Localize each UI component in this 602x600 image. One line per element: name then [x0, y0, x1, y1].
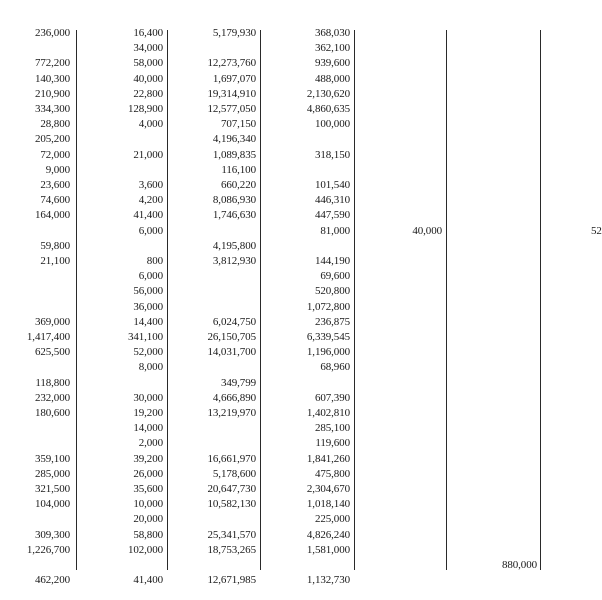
table-cell: 13,219,970: [207, 407, 256, 419]
table-cell: 520,800: [314, 285, 350, 298]
column-rule: [540, 30, 541, 570]
table-cell: 6,000: [138, 270, 163, 283]
table-cell: 10,000: [133, 498, 163, 511]
table-cell: 1,089,835: [212, 148, 256, 161]
table-cell: 2,000: [138, 437, 163, 450]
table-cell: 1,841,260: [306, 452, 350, 465]
table-cell: 144,190: [314, 255, 350, 267]
table-cell: 707,150: [220, 118, 256, 131]
table-cell: 52: [591, 224, 602, 237]
table-cell: 4,666,890: [212, 391, 256, 404]
table-cell: 52,000: [133, 346, 163, 359]
table-cell: 4,826,240: [306, 528, 350, 541]
table-cell: 101,540: [314, 179, 350, 191]
table-cell: 1,132,730: [306, 574, 350, 587]
table-cell: 25,341,570: [207, 528, 256, 541]
table-cell: 488,000: [314, 72, 350, 85]
table-cell: 119,600: [315, 437, 350, 450]
table-cell: 21,000: [133, 148, 163, 161]
table-cell: 4,196,340: [212, 133, 256, 146]
table-cell: 8,000: [138, 361, 163, 374]
table-cell: 236,875: [314, 315, 350, 328]
table-cell: 20,000: [133, 513, 163, 526]
table-cell: 1,581,000: [306, 543, 350, 556]
table-cell: 309,300: [34, 528, 70, 541]
table-cell: 81,000: [320, 224, 350, 237]
table-cell: 1,072,800: [306, 300, 350, 313]
table-cell: 28,800: [40, 118, 70, 131]
table-cell: 318,150: [314, 148, 350, 161]
table-cell: 1,018,140: [306, 498, 350, 511]
table-cell: 9,000: [45, 163, 70, 176]
table-cell: 69,600: [320, 270, 350, 283]
table-cell: 3,812,930: [212, 255, 256, 267]
table-cell: 285,000: [34, 467, 70, 480]
table-cell: 12,273,760: [207, 57, 256, 70]
table-cell: 180,600: [34, 407, 70, 419]
table-cell: 21,100: [40, 255, 70, 267]
table-cell: 14,031,700: [207, 346, 256, 359]
table-cell: 321,500: [34, 483, 70, 495]
table-cell: 475,800: [314, 467, 350, 480]
table-cell: 19,314,910: [207, 87, 256, 100]
table-cell: 14,400: [133, 315, 163, 328]
table-cell: 58,800: [133, 528, 163, 541]
table-cell: 26,150,705: [207, 331, 256, 343]
table-cell: 1,746,630: [212, 209, 256, 222]
table-cell: 22,800: [133, 87, 163, 100]
table-cell: 118,800: [35, 376, 70, 389]
table-cell: 12,577,050: [207, 103, 256, 115]
table-cell: 34,000: [133, 42, 163, 55]
column-rule: [446, 30, 447, 570]
table-cell: 369,000: [34, 315, 70, 328]
table-cell: 39,200: [133, 452, 163, 465]
table-cell: 1,417,400: [26, 331, 70, 343]
table-cell: 100,000: [314, 118, 350, 131]
table-cell: 2,304,670: [306, 483, 350, 495]
table-cell: 6,024,750: [212, 315, 256, 328]
table-cell: 36,000: [133, 300, 163, 313]
table-cell: 59,800: [40, 239, 70, 252]
table-cell: 102,000: [127, 543, 163, 556]
table-cell: 1,402,810: [306, 407, 350, 419]
table-cell: 19,200: [133, 407, 163, 419]
column-rule: [354, 30, 355, 570]
table-cell: 446,310: [314, 194, 350, 207]
table-cell: 447,590: [314, 209, 350, 222]
table-cell: 800: [146, 255, 163, 267]
table-cell: 225,000: [314, 513, 350, 526]
table-cell: 1,697,070: [212, 72, 256, 85]
table-cell: 341,100: [127, 331, 163, 343]
table-cell: 23,600: [40, 179, 70, 191]
table-cell: 8,086,930: [212, 194, 256, 207]
table-cell: 40,000: [133, 72, 163, 85]
table-cell: 4,195,800: [212, 239, 256, 252]
table-cell: 4,860,635: [306, 103, 350, 115]
table-cell: 20,647,730: [207, 483, 256, 495]
table-cell: 6,339,545: [306, 331, 350, 343]
table-cell: 334,300: [34, 103, 70, 115]
table-cell: 3,600: [138, 179, 163, 191]
table-cell: 164,000: [34, 209, 70, 222]
table-cell: 41,400: [133, 574, 163, 587]
table-cell: 368,030: [314, 27, 350, 39]
table-cell: 1,196,000: [306, 346, 350, 359]
table-cell: 16,661,970: [207, 452, 256, 465]
table-cell: 56,000: [133, 285, 163, 298]
table-cell: 362,100: [314, 42, 350, 55]
table-cell: 939,600: [314, 57, 350, 70]
table-cell: 359,100: [34, 452, 70, 465]
table-cell: 128,900: [127, 103, 163, 115]
table-cell: 116,100: [221, 163, 256, 176]
table-cell: 772,200: [34, 57, 70, 70]
table-cell: 349,799: [220, 376, 256, 389]
table-cell: 660,220: [220, 179, 256, 191]
table-cell: 68,960: [320, 361, 350, 374]
table-cell: 104,000: [34, 498, 70, 511]
table-cell: 285,100: [314, 422, 350, 435]
column-rule: [167, 30, 168, 570]
table-cell: 18,753,265: [207, 543, 256, 556]
table-cell: 41,400: [133, 209, 163, 222]
table-cell: 72,000: [40, 148, 70, 161]
table-cell: 26,000: [133, 467, 163, 480]
table-cell: 10,582,130: [207, 498, 256, 511]
table-cell: 232,000: [34, 391, 70, 404]
table-cell: 880,000: [501, 559, 537, 571]
table-cell: 5,178,600: [212, 467, 256, 480]
table-cell: 40,000: [412, 224, 442, 237]
column-rule: [260, 30, 261, 570]
table-cell: 1,226,700: [26, 543, 70, 556]
table-cell: 5,179,930: [212, 27, 256, 39]
table-cell: 30,000: [133, 391, 163, 404]
table-cell: 6,000: [138, 224, 163, 237]
table-cell: 2,130,620: [306, 87, 350, 100]
table-cell: 12,671,985: [207, 574, 256, 587]
table-cell: 35,600: [133, 483, 163, 495]
table-cell: 58,000: [133, 57, 163, 70]
table-cell: 210,900: [34, 87, 70, 100]
table-cell: 4,200: [138, 194, 163, 207]
table-cell: 74,600: [40, 194, 70, 207]
table-cell: 4,000: [138, 118, 163, 131]
table-cell: 625,500: [34, 346, 70, 359]
table-cell: 607,390: [314, 391, 350, 404]
table-cell: 16,400: [133, 27, 163, 39]
table-cell: 14,000: [133, 422, 163, 435]
column-rule: [76, 30, 77, 570]
table-cell: 140,300: [34, 72, 70, 85]
table-cell: 236,000: [34, 27, 70, 39]
table-cell: 205,200: [34, 133, 70, 146]
table-cell: 462,200: [34, 574, 70, 587]
